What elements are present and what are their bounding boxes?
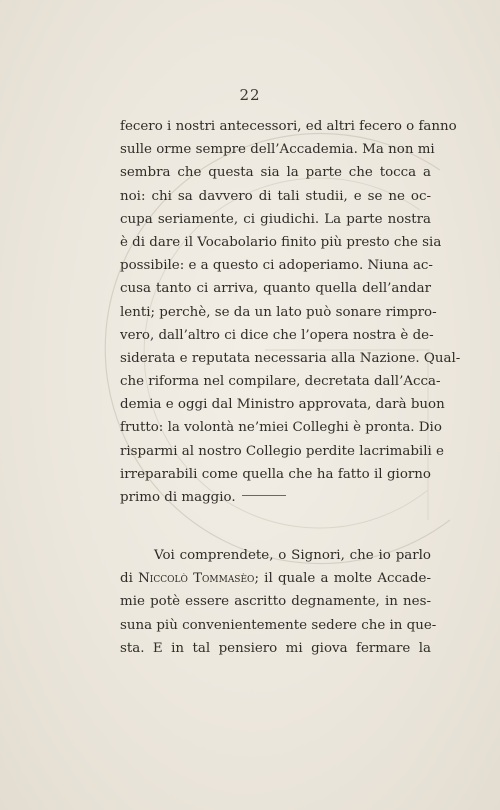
text-line: siderata e reputata necessaria alla Nazione. Qual- <box>120 350 461 366</box>
paragraph-two <box>120 544 437 660</box>
text-fragment: di <box>120 571 139 587</box>
text-line: noi: chi sa davvero di tali studii, e se ne oc- <box>120 188 431 204</box>
text-line: suna più convenientemente sedere che in que- <box>120 617 437 633</box>
text-line: fecero i nostri antecessori, ed altri fecero o fanno <box>120 119 457 134</box>
text-line: che riforma nel compilare, decretata dall’Acca- <box>120 374 441 390</box>
text-line: sulle orme sempre dell’Accademia. Ma non mi <box>120 142 435 158</box>
text-line: frutto: la volontà ne’miei Colleghi è pronta. Dio <box>120 420 442 436</box>
text-line: primo di maggio. <box>120 490 236 505</box>
paragraph-one <box>120 115 461 509</box>
person-name: Niccolò Tommasèo <box>138 571 255 587</box>
section-divider <box>242 495 286 496</box>
text-line: cupa seriamente, ci giudichi. La parte nostra <box>120 211 431 227</box>
text-line: risparmi al nostro Collegio perdite lacrimabili e <box>120 443 444 459</box>
text-line: irreparabili come quella che ha fatto il giorno <box>120 466 431 482</box>
page-number: 22 <box>239 86 261 104</box>
text-line: possibile: e a questo ci adoperiamo. Niuna ac- <box>120 258 433 274</box>
text-fragment: ; il quale a molte Accade- <box>254 571 431 587</box>
text-line: sta. E in tal pensiero mi giova fermare la <box>120 640 431 656</box>
text-line-with-name <box>120 567 431 590</box>
text-line: vero, dall’altro ci dice che l’opera nostra è de- <box>120 327 434 343</box>
text-line: è di dare il Vocabolario finito più presto che sia <box>120 234 442 250</box>
text-line: lenti; perchè, se da un lato può sonare rimpro- <box>120 304 437 320</box>
text-line: Voi comprendete, o Signori, che io parlo <box>154 548 431 563</box>
text-line: mie potè essere ascritto degnamente, in nes- <box>120 594 431 610</box>
text-line: cusa tanto ci arriva, quanto quella dell’andar <box>120 281 431 297</box>
text-line: demia e oggi dal Ministro approvata, darà buon <box>120 397 445 413</box>
text-line: sembra che questa sia la parte che tocca a <box>120 165 431 181</box>
